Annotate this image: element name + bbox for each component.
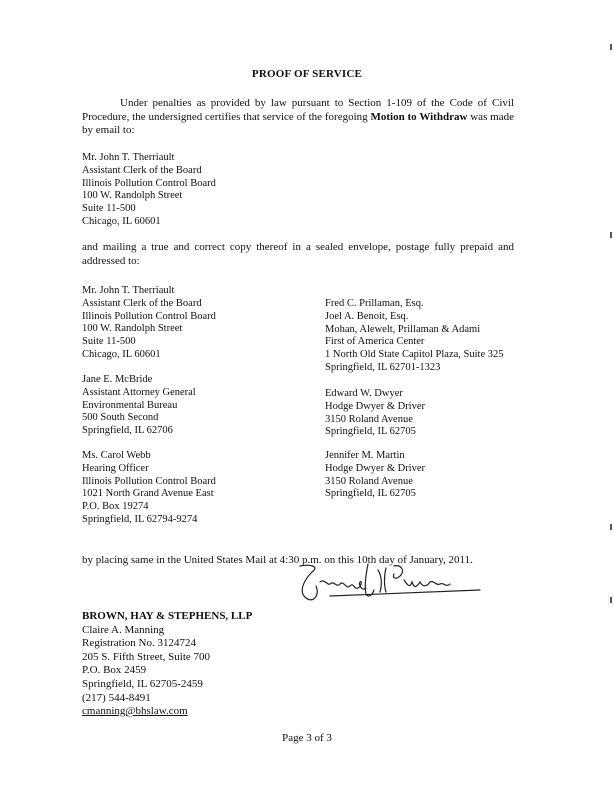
address-line: 500 South Second bbox=[82, 412, 159, 424]
scan-edge-mark bbox=[610, 232, 612, 238]
scan-edge-mark bbox=[610, 597, 612, 603]
address-line: P.O. Box 19274 bbox=[82, 501, 149, 513]
address-line: Environmental Bureau bbox=[82, 399, 178, 411]
address-line: 3150 Roland Avenue bbox=[325, 413, 413, 425]
address-line: Joel A. Benoit, Esq. bbox=[325, 310, 409, 322]
recipient-address-right bbox=[325, 298, 503, 375]
address-line: Suite 11-500 bbox=[82, 336, 136, 348]
recipient-address-right bbox=[325, 388, 425, 439]
firm-line: P.O. Box 2459 bbox=[82, 664, 147, 677]
address-line: Springfield, IL 62701-1323 bbox=[325, 361, 441, 373]
address-line: 1 North Old State Capitol Plaza, Suite 325 bbox=[325, 349, 504, 361]
recipient-address-left bbox=[82, 374, 196, 438]
handwritten-signature bbox=[290, 560, 490, 606]
firm-name: BROWN, HAY & STEPHENS, LLP bbox=[82, 610, 253, 622]
firm-signature-block bbox=[82, 610, 252, 719]
email-recipient-address bbox=[82, 152, 216, 229]
address-line: 100 W. Randolph Street bbox=[82, 190, 183, 202]
mailing-date-statement: by placing same in the United States Mail at 4:30 p.m. on this 10th day of January, 2011. bbox=[82, 554, 473, 566]
recipient-address-left bbox=[82, 285, 216, 362]
page-title: PROOF OF SERVICE bbox=[251, 68, 363, 80]
firm-line: Springfield, IL 62705-2459 bbox=[82, 677, 203, 690]
address-line: Illinois Pollution Control Board bbox=[82, 475, 216, 487]
address-line: Suite 11-500 bbox=[82, 203, 136, 215]
address-line: Assistant Attorney General bbox=[82, 386, 196, 398]
address-line: Hodge Dwyer & Driver bbox=[325, 462, 426, 474]
address-line: Fred C. Prillaman, Esq. bbox=[325, 298, 424, 309]
address-line: Jane E. McBride bbox=[82, 374, 153, 385]
address-line: Ms. Carol Webb bbox=[82, 450, 151, 461]
intro-paragraph bbox=[82, 97, 514, 138]
intro-text: Under penalties as provided by law pursuant to Section 1-109 of the Code of Civil Procedure, the undersigned certifies that service of the foregoing bbox=[82, 97, 514, 123]
address-line: Assistant Clerk of the Board bbox=[82, 297, 202, 309]
mailing-paragraph: and mailing a true and correct copy thereof in a sealed envelope, postage fully prepaid and addressed to: bbox=[82, 241, 514, 267]
firm-line: 205 S. Fifth Street, Suite 700 bbox=[82, 650, 211, 663]
address-line: Chicago, IL 60601 bbox=[82, 215, 161, 227]
address-line: First of America Center bbox=[325, 336, 425, 348]
address-line: Illinois Pollution Control Board bbox=[82, 310, 216, 322]
address-line: Hearing Officer bbox=[82, 462, 149, 474]
address-line: Assistant Clerk of the Board bbox=[82, 164, 202, 176]
address-line: Springfield, IL 62706 bbox=[82, 425, 173, 437]
motion-title: Motion to Withdraw bbox=[370, 110, 468, 123]
firm-line: Claire A. Manning bbox=[82, 623, 165, 636]
scan-edge-mark bbox=[610, 44, 612, 50]
recipient-address-left bbox=[82, 450, 216, 527]
scan-edge-mark bbox=[610, 524, 612, 530]
intro-text-end: was made by email to: bbox=[82, 110, 514, 136]
address-line: 1021 North Grand Avenue East bbox=[82, 488, 214, 500]
firm-line: (217) 544-8491 bbox=[82, 691, 151, 704]
address-line: Hodge Dwyer & Driver bbox=[325, 400, 426, 412]
address-line: Springfield, IL 62705 bbox=[325, 426, 416, 438]
address-line: Chicago, IL 60601 bbox=[82, 348, 161, 360]
address-line: Mohan, Alewelt, Prillaman & Adami bbox=[325, 323, 481, 335]
address-line: Illinois Pollution Control Board bbox=[82, 177, 216, 189]
address-line: Springfield, IL 62794-9274 bbox=[82, 513, 198, 525]
firm-email-link[interactable]: cmanning@bhslaw.com bbox=[82, 705, 188, 718]
address-line: Mr. John T. Therriault bbox=[82, 285, 175, 296]
address-line: Jennifer M. Martin bbox=[325, 450, 405, 461]
recipient-address-right bbox=[325, 450, 425, 501]
address-line: Mr. John T. Therriault bbox=[82, 152, 175, 163]
address-line: 100 W. Randolph Street bbox=[82, 323, 183, 335]
page-number: Page 3 of 3 bbox=[282, 732, 332, 744]
address-line: 3150 Roland Avenue bbox=[325, 475, 413, 487]
firm-line: Registration No. 3124724 bbox=[82, 637, 196, 650]
address-line: Edward W. Dwyer bbox=[325, 388, 403, 399]
address-line: Springfield, IL 62705 bbox=[325, 488, 416, 500]
